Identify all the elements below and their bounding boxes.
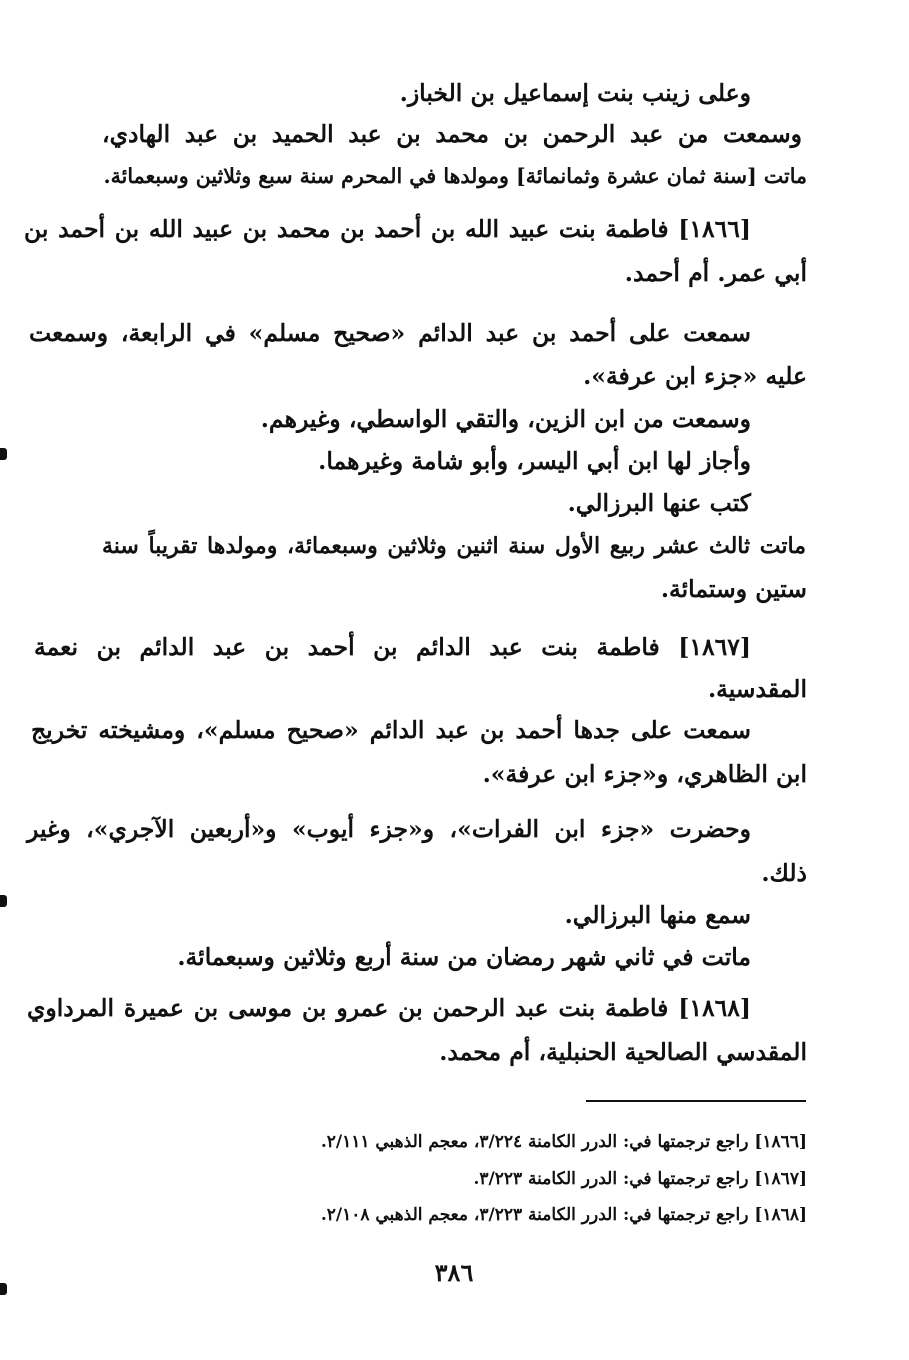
entry-heading: [١٨٦٦] فاطمة بنت عبيد الله بن أحمد بن محمد بن عبيد الله بن أحمد بن <box>24 215 751 243</box>
text-line: وحضرت «جزء ابن الفرات»، و«جزء أيوب» و«أربعين الآجري»، وغير <box>27 815 751 843</box>
text-line: سمع منها البرزالي. <box>564 901 751 929</box>
text-line: وسمعت من ابن الزين، والتقي الواسطي، وغيرهم. <box>260 405 751 433</box>
entry-heading: [١٨٦٧] فاطمة بنت عبد الدائم بن أحمد بن عبد الدائم بن نعمة <box>34 633 751 661</box>
text-line: كتب عنها البرزالي. <box>567 489 751 517</box>
scan-edge-mark <box>0 1283 7 1295</box>
footnote-separator <box>586 1100 806 1102</box>
page-number: ٣٨٦ <box>434 1258 474 1287</box>
footnote: [١٨٦٧] راجع ترجمتها في: الدرر الكامنة ٣/٢٢٣. <box>473 1169 807 1189</box>
entry-heading: [١٨٦٨] فاطمة بنت عبد الرحمن بن عمرو بن موسى بن عميرة المرداوي <box>27 994 751 1022</box>
text-line: ماتت [سنة ثمان عشرة وثمانمائة] ومولدها في المحرم سنة سبع وثلاثين وسبعمائة. <box>103 164 807 188</box>
footnote: [١٨٦٦] راجع ترجمتها في: الدرر الكامنة ٣/٢٢٤، معجم الذهبي ٢/١١١. <box>320 1132 807 1152</box>
text-line: ماتت ثالث عشر ربيع الأول سنة اثنين وثلاثين وسبعمائة، ومولدها تقريباً سنة <box>102 533 806 559</box>
text-line: ابن الظاهري، و«جزء ابن عرفة». <box>482 760 807 788</box>
text-line: ستين وستمائة. <box>660 575 807 603</box>
text-line: وأجاز لها ابن أبي اليسر، وأبو شامة وغيرهما. <box>318 447 751 475</box>
text-line: المقدسي الصالحية الحنبلية، أم محمد. <box>439 1038 807 1066</box>
scan-edge-mark <box>0 895 7 907</box>
scan-edge-mark <box>0 448 7 460</box>
text-line: وسمعت من عبد الرحمن بن محمد بن عبد الحميد بن عبد الهادي، <box>102 120 802 148</box>
text-line: أبي عمر. أم أحمد. <box>624 259 807 287</box>
text-line: المقدسية. <box>707 675 807 703</box>
text-line: ذلك. <box>761 859 807 887</box>
text-line: سمعت على أحمد بن عبد الدائم «صحيح مسلم» في الرابعة، وسمعت <box>29 319 751 347</box>
text-line: وعلى زينب بنت إسماعيل بن الخباز. <box>399 79 751 107</box>
footnote: [١٨٦٨] راجع ترجمتها في: الدرر الكامنة ٣/٢٢٣، معجم الذهبي ٢/١٠٨. <box>320 1205 807 1225</box>
text-line: عليه «جزء ابن عرفة». <box>583 362 807 390</box>
text-line: سمعت على جدها أحمد بن عبد الدائم «صحيح مسلم»، ومشيخته تخريج <box>31 716 751 744</box>
text-line: ماتت في ثاني شهر رمضان من سنة أربع وثلاثين وسبعمائة. <box>177 943 751 971</box>
